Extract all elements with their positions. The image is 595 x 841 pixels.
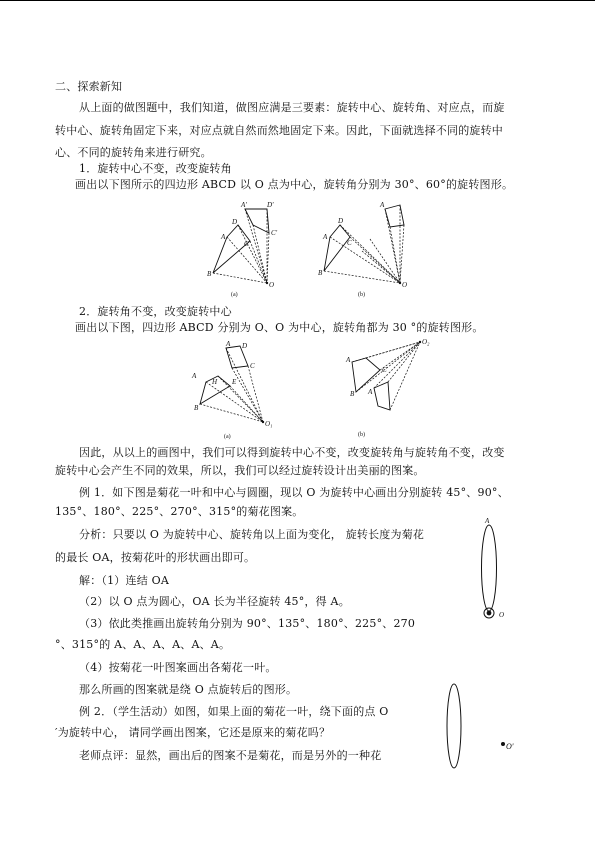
figure-1b-rotation-60 [310,195,415,301]
svg-text:E: E [232,378,237,386]
example1-line-2: 135°、180°、225°、270°、315°的菊花图案。 [55,505,304,518]
svg-text:O₂: O₂ [422,338,430,346]
svg-text:A: A [380,201,385,209]
svg-text:B: B [318,269,323,277]
example1-step-2: （2）以 O 点为圆心，OA 长为半径旋转 45°，得 A。 [79,595,350,608]
example1-analysis-1: 分析：只要以 O 为旋转中心、旋转角以上面为变化， 旋转长度为菊花 [79,528,425,541]
example1-step-3-cont: °、315°的 A、A、A、A、A、A。 [55,638,231,651]
svg-text:D: D [232,218,238,226]
example1-step-4: （4）按菊花一叶图案画出各菊花一叶。 [79,661,277,674]
svg-text:O: O [499,611,505,619]
example2-line-2: ′为旋转中心， 请同学画出图案，它还是原来的菊花吗？ [55,726,331,739]
teacher-comment: 老师点评：显然，画出后的图案不是菊花，而是另外的一种花 [79,749,382,762]
figure-1a-rotation-30 [195,195,295,301]
example1-line-1: 例 1．如下图是菊花一叶和中心与圆圈，现以 O 为旋转中心画出分别旋转 45°、90°、 [79,486,509,499]
top-rule [0,0,595,1]
svg-text:(b): (b) [358,292,365,298]
intro-line-1: 从上面的做图题中，我们知道，做图应满是三要素：旋转中心、旋转角、对应点，而旋 [79,101,505,114]
intro-line-2: 转中心、旋转角固定下来，对应点就自然而然地固定下来。因此，下面就选择不同的旋转中 [55,124,503,137]
example1-result: 那么所画的图案就是绕 O 点旋转后的图形。 [79,683,298,696]
part1-heading: 1．旋转中心不变，改变旋转角 [79,162,232,175]
conclusion-line-2: 旋转中心会产生不同的效果，所以，我们可以经过旋转设计出美丽的图案。 [55,464,425,477]
svg-text:(b): (b) [358,432,365,438]
part1-description: 画出以下图所示的四边形 ABCD 以 O 点为中心，旋转角分别为 30°、60°的旋转图形。 [75,178,514,191]
svg-text:O': O' [506,742,514,751]
example1-step-3: （3）依此类推画出旋转角分别为 90°、135°、180°、225°、270 [79,617,416,630]
figure-2b-center-o2 [342,336,432,442]
svg-text:D: D [242,342,248,350]
example1-step-1: 解：（1）连结 OA [79,574,169,587]
svg-text:D': D' [267,201,274,209]
svg-text:B: B [350,390,355,398]
svg-text:C: C [382,366,387,374]
svg-text:H: H [212,378,218,386]
svg-text:D: D [338,217,344,225]
svg-text:C: C [347,239,352,247]
svg-text:C: C [244,240,249,248]
svg-text:A: A [226,340,231,348]
svg-text:B: B [194,404,199,412]
intro-line-3: 心、不同的旋转角来进行研究。 [55,146,212,159]
example2-line-1: 例 2．（学生活动）如图，如果上面的菊花一叶，绕下面的点 O [79,705,389,718]
leaf-figure-example2 [440,680,530,772]
svg-text:A: A [485,517,490,525]
chrysanthemum-leaf-figure [472,514,512,622]
svg-text:C: C [250,362,255,370]
example1-analysis-2: 的最长 OA，按菊花叶的形状画出即可。 [55,551,256,564]
svg-text:(a): (a) [231,292,238,298]
svg-text:(a): (a) [224,434,231,440]
figure-2a-center-o1 [188,338,280,444]
svg-text:A: A [323,233,328,241]
svg-text:A: A [192,372,197,380]
svg-text:A: A [368,388,373,396]
svg-text:A: A [221,233,226,241]
conclusion-line-1: 因此，从以上的画图中，我们可以得到旋转中心不变，改变旋转角与旋转角不变，改变 [79,446,505,459]
part2-heading: 2．旋转角不变，改变旋转中心 [79,305,232,318]
svg-text:O₁: O₁ [265,420,273,428]
svg-text:A': A' [241,201,247,209]
section-heading: 二、探索新知 [55,80,123,93]
svg-text:B: B [207,270,212,278]
svg-text:O: O [402,281,408,289]
svg-text:C': C' [271,229,278,237]
svg-text:O: O [269,281,275,289]
svg-text:A: A [346,356,351,364]
part2-description: 画出以下图，四边形 ABCD 分别为 O、O 为中心，旋转角都为 30 °的旋转图形。 [75,321,484,334]
